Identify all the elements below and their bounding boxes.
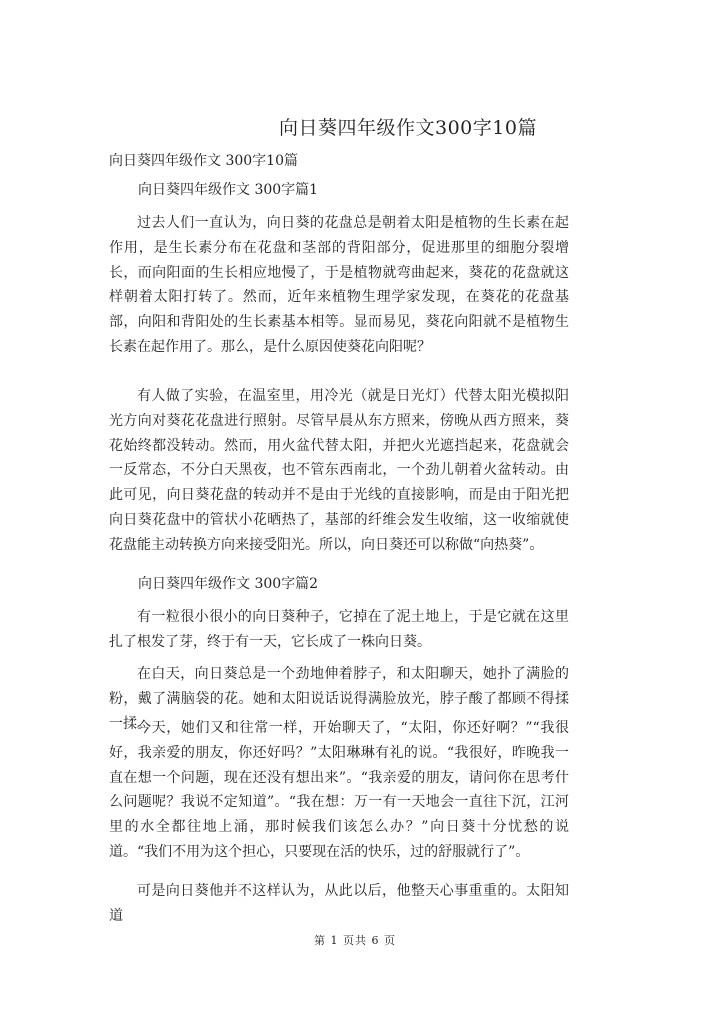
paragraph: 有一粒很小很小的向日葵种子，它掉在了泥土地上，于是它就在这里扎了根发了芽，终于有一天，它长成了一株向日葵。 (109, 609, 569, 650)
paragraph: 有人做了实验，在温室里，用冷光（就是日光灯）代替太阳光模拟阳光方向对葵花花盘进行照射。尽管早晨从东方照来，傍晚从西方照来，葵花始终都没转动。然而，用火盆代替太阳，并把火光遮挡起来，花盘就会一反常态，不分白天黑夜，也不管东西南北，一个劲儿朝着火盆转动。由此可见，向日葵花盘的转动并不是由于光线的直接影响，而是由于阳光把向日葵花盘中的管状小花晒热了，基部的纤维会发生收缩，这一收缩就使花盘能主动转换方向来接受阳光。所以，向日葵还可以称做“向热葵”。 (109, 388, 569, 553)
page-footer: 第 1 页共 6 页 (314, 934, 396, 947)
document-subtitle: 向日葵四年级作文 300字10篇 (109, 153, 298, 169)
section-heading-2: 向日葵四年级作文 300字篇2 (138, 576, 319, 592)
page-title: 向日葵四年级作文300字10篇 (279, 117, 537, 139)
section-heading-1: 向日葵四年级作文 300字篇1 (138, 182, 319, 198)
paragraph: 过去人们一直认为，向日葵的花盘总是朝着太阳是植物的生长素在起作用，是生长素分布在花盘和茎部的背阳部分，促进那里的细胞分裂增长，而向阳面的生长相应地慢了，于是植物就弯曲起来，葵花的花盘就这样朝着太阳打转了。然而，近年来植物生理学家发现，在葵花的花盘基部，向阳和背阳处的生长素基本相等。显而易见，葵花向阳就不是植物生长素在起作用了。那么，是什么原因使葵花向阳呢？ (109, 215, 569, 355)
paragraph: 可是向日葵他并不这样认为，从此以后，他整天心事重重的。太阳知道 (109, 883, 569, 924)
paragraph: 在白天，向日葵总是一个劲地伸着脖子，和太阳聊天，她扑了满脸的粉，戴了满脑袋的花。她和太阳说话说得满脸放光，脖子酸了都顾不得揉一揉。 (109, 666, 569, 732)
paragraph: 今天，她们又和往常一样，开始聊天了，“太阳，你还好啊？”“我很好，我亲爱的朋友，你还好吗？”太阳琳琳有礼的说。“我很好，昨晚我一直在想一个问题，现在还没有想出来”。“我亲爱的朋友，请问你在思考什么问题呢？我说不定知道”。“我在想：万一有一天地会一直往下沉，江河里的水全都往地上涌，那时候我们该怎么办？”向日葵十分忧愁的说道。“我们不用为这个担心，只要现在活的快乐，过的舒服就行了”。 (109, 720, 569, 860)
